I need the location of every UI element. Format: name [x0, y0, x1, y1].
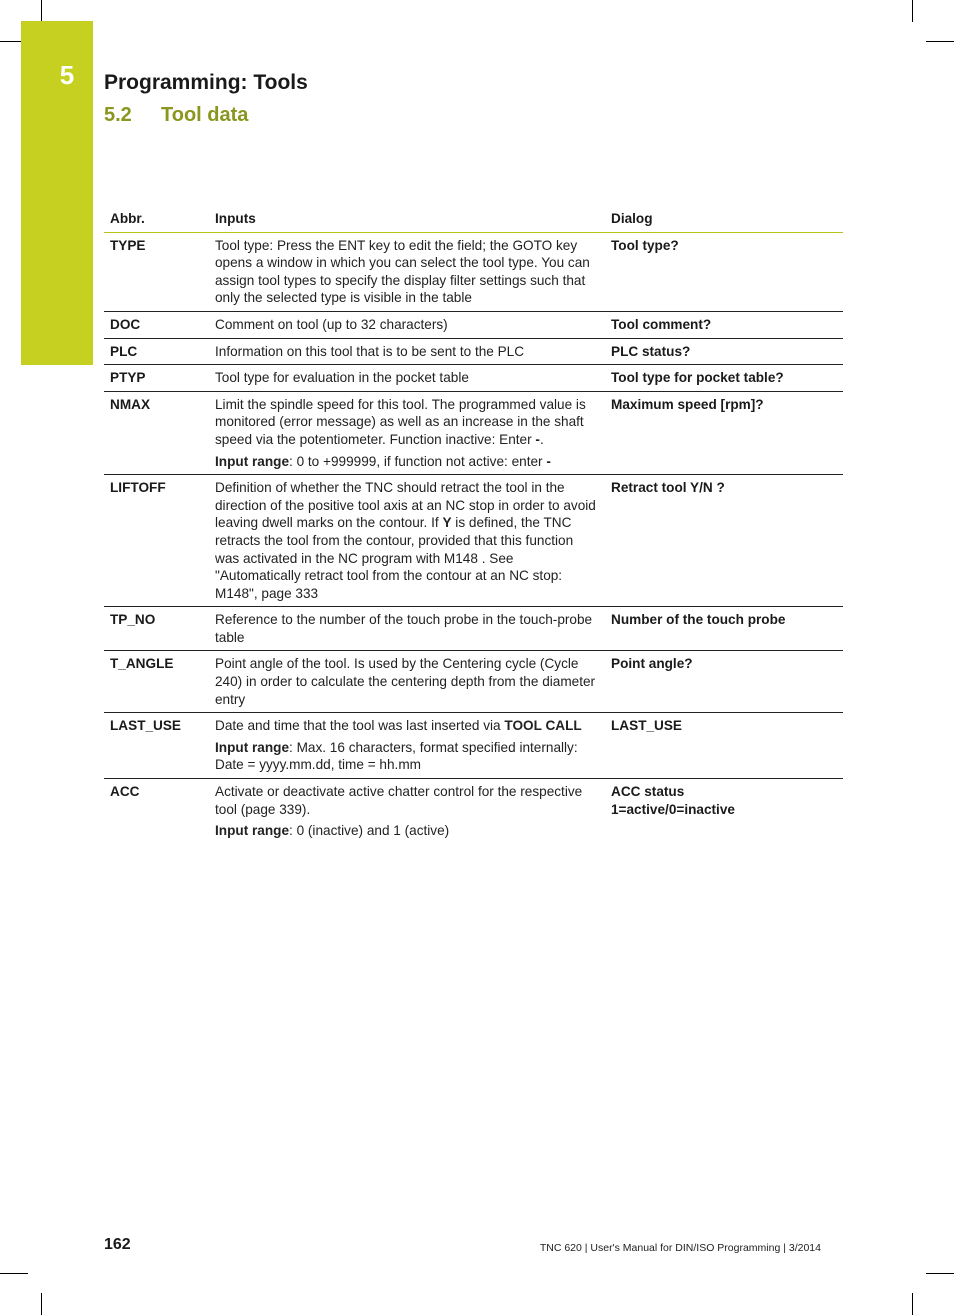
dialog-cell: Tool type?	[605, 232, 843, 311]
abbr-cell: DOC	[104, 311, 209, 338]
table-row	[104, 338, 843, 365]
table-row	[104, 779, 843, 844]
table-row	[104, 651, 843, 713]
crop-mark	[912, 0, 913, 22]
abbr-cell: T_ANGLE	[104, 651, 209, 713]
dialog-cell: Maximum speed [rpm]?	[605, 391, 843, 474]
dialog-line: ACC status	[611, 784, 685, 800]
crop-mark	[41, 0, 42, 22]
dialog-cell: Number of the touch probe	[605, 607, 843, 651]
dialog-cell: LAST_USE	[605, 713, 843, 779]
abbr-cell: LAST_USE	[104, 713, 209, 779]
inputs-cell: Comment on tool (up to 32 characters)	[209, 311, 605, 338]
abbr-cell: NMAX	[104, 391, 209, 474]
dialog-line: 1=active/0=inactive	[611, 801, 735, 817]
inputs-text: Date and time that the tool was last inserted via	[215, 718, 505, 734]
table-row	[104, 311, 843, 338]
table-row	[104, 713, 843, 779]
inputs-cell: Reference to the number of the touch probe in the touch-probe table	[209, 607, 605, 651]
column-header-dialog: Dialog	[605, 207, 843, 232]
abbr-cell: PLC	[104, 338, 209, 365]
input-range	[215, 822, 599, 840]
inputs-text: Activate or deactivate active chatter control for the respective tool (page 339).	[215, 784, 583, 817]
input-range-bold: -	[546, 453, 551, 469]
inputs-text: Limit the spindle speed for this tool. The programmed value is monitored (error message) as well as an increase in the shaft speed via the potentiometer. Function inactive: Enter	[215, 396, 586, 447]
inputs-cell	[209, 779, 605, 844]
inputs-cell	[209, 391, 605, 474]
inputs-bold: -	[535, 431, 540, 447]
table-header-row	[104, 207, 843, 232]
page-number: 162	[104, 1236, 131, 1253]
crop-mark	[912, 1293, 913, 1315]
abbr-cell: TYPE	[104, 232, 209, 311]
inputs-cell: Tool type: Press the ENT key to edit the field; the GOTO key opens a window in which you can select the tool type. You can assign tool types to specify the display filter settings such that only the selected type is visible in the table	[209, 232, 605, 311]
inputs-text-end: .	[539, 431, 544, 447]
column-header-abbr: Abbr.	[104, 207, 209, 232]
inputs-text-end: is defined, the TNC retracts the tool from the contour, provided that this function was activated in the NC program with M148 . See "Automatically retract tool from the contour at an NC stop: M148", page 333	[215, 515, 574, 601]
input-range	[215, 739, 599, 774]
section-title: Tool data	[161, 104, 249, 126]
inputs-bold: TOOL CALL	[504, 718, 582, 734]
input-range-text: : 0 (inactive) and 1 (active)	[289, 823, 450, 839]
chapter-title: Programming: Tools	[104, 71, 308, 94]
input-range-text: : 0 to +999999, if function not active: enter	[289, 453, 547, 469]
input-range	[215, 453, 599, 471]
table-row	[104, 391, 843, 474]
dialog-cell: Tool comment?	[605, 311, 843, 338]
section-number: 5.2	[104, 104, 132, 126]
table-row	[104, 607, 843, 651]
inputs-text: Definition of whether the TNC should retract the tool in the direction of the positive tool axis at an NC stop in order to avoid leaving dwell marks on the contour. If	[215, 480, 596, 531]
inputs-cell: Information on this tool that is to be sent to the PLC	[209, 338, 605, 365]
tool-data-table	[104, 207, 843, 844]
footer-text: TNC 620 | User's Manual for DIN/ISO Programming | 3/2014	[539, 1242, 821, 1254]
table-row	[104, 232, 843, 311]
chapter-number: 5	[59, 60, 75, 90]
table-row	[104, 475, 843, 607]
dialog-cell: PLC status?	[605, 338, 843, 365]
abbr-cell: PTYP	[104, 365, 209, 392]
dialog-cell	[605, 779, 843, 844]
input-range-text: : Max. 16 characters, format specified internally: Date = yyyy.mm.dd, time = hh.mm	[215, 739, 578, 773]
crop-mark	[926, 41, 954, 42]
abbr-cell: TP_NO	[104, 607, 209, 651]
input-range-label: Input range	[215, 823, 290, 839]
dialog-cell: Retract tool Y/N ?	[605, 475, 843, 607]
crop-mark	[0, 1273, 28, 1274]
table-row	[104, 365, 843, 392]
inputs-bold: Y	[442, 515, 452, 531]
crop-mark	[926, 1273, 954, 1274]
input-range-label: Input range	[215, 453, 290, 469]
abbr-cell: ACC	[110, 784, 140, 800]
inputs-cell	[209, 713, 605, 779]
inputs-cell	[209, 475, 605, 607]
inputs-cell: Tool type for evaluation in the pocket table	[209, 365, 605, 392]
inputs-cell: Point angle of the tool. Is used by the Centering cycle (Cycle 240) in order to calculate the centering depth from the diameter entry	[209, 651, 605, 713]
input-range-label: Input range	[215, 739, 290, 755]
abbr-cell: LIFTOFF	[104, 475, 209, 607]
chapter-tab	[21, 21, 93, 365]
dialog-cell: Point angle?	[605, 651, 843, 713]
crop-mark	[41, 1293, 42, 1315]
column-header-inputs: Inputs	[209, 207, 605, 232]
dialog-cell: Tool type for pocket table?	[605, 365, 843, 392]
